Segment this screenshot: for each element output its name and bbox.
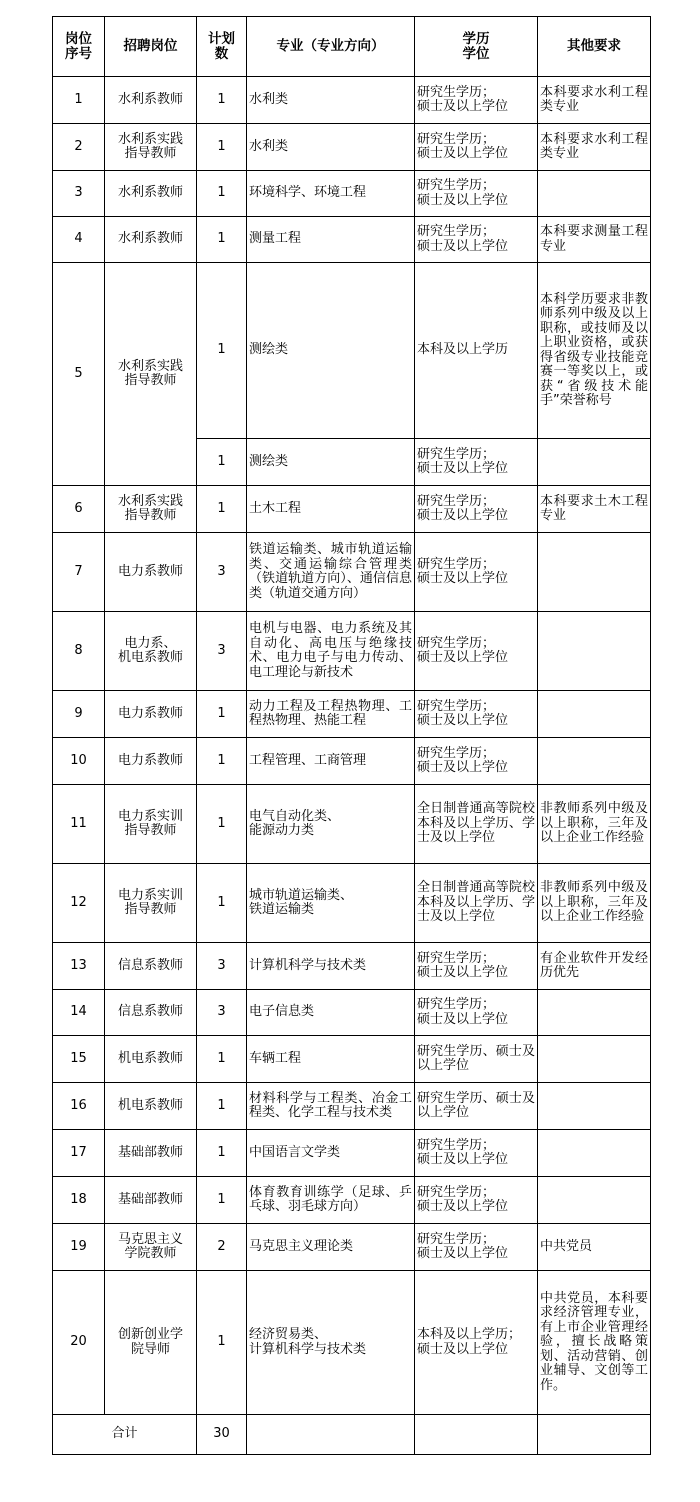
cell-num: 1 [197,263,247,439]
cell-other: 本科要求水利工程类专业 [538,77,651,124]
cell-num: 1 [197,1177,247,1224]
cell-post: 电力系、 机电系教师 [105,612,197,691]
cell-seq: 11 [53,785,105,864]
cell-post: 创新创业学 院导师 [105,1271,197,1415]
cell-post: 电力系教师 [105,533,197,612]
cell-major: 电子信息类 [247,990,415,1036]
cell-edu: 研究生学历； 硕士及以上学位 [415,486,538,533]
cell-seq: 19 [53,1224,105,1271]
cell-edu: 研究生学历； 硕士及以上学位 [415,738,538,785]
header-num: 计划 数 [197,17,247,77]
cell-edu: 本科及以上学历 [415,263,538,439]
cell-seq: 4 [53,217,105,263]
table-row [53,691,651,738]
header-post: 招聘岗位 [105,17,197,77]
cell-major: 动力工程及工程热物理、工程热物理、热能工程 [247,691,415,738]
cell-edu: 研究生学历； 硕士及以上学位 [415,533,538,612]
cell-num: 1 [197,77,247,124]
cell-seq: 5 [53,263,105,486]
cell-edu: 研究生学历、硕士及以上学位 [415,1036,538,1083]
cell-edu: 本科及以上学历； 硕士及以上学位 [415,1271,538,1415]
cell-num: 1 [197,1130,247,1177]
table-row [53,77,651,124]
recruitment-table [52,16,651,1455]
table-row [53,943,651,990]
cell-post: 基础部教师 [105,1177,197,1224]
cell-num: 1 [197,1036,247,1083]
cell-num: 1 [197,486,247,533]
cell-other [538,612,651,691]
cell-num: 1 [197,738,247,785]
cell-post: 信息系教师 [105,943,197,990]
cell-edu: 研究生学历； 硕士及以上学位 [415,439,538,486]
cell-num: 1 [197,691,247,738]
cell-post: 水利系实践 指导教师 [105,486,197,533]
cell-other [538,439,651,486]
cell-num: 1 [197,124,247,171]
cell-post: 电力系实训 指导教师 [105,785,197,864]
total-empty-other [538,1415,651,1455]
cell-num: 3 [197,612,247,691]
header-edu: 学历 学位 [415,17,538,77]
cell-edu: 研究生学历； 硕士及以上学位 [415,124,538,171]
cell-seq: 13 [53,943,105,990]
cell-edu: 研究生学历； 硕士及以上学位 [415,1224,538,1271]
cell-post: 电力系教师 [105,691,197,738]
table-row [53,738,651,785]
cell-other: 中共党员 [538,1224,651,1271]
cell-post: 电力系教师 [105,738,197,785]
cell-major: 经济贸易类、 计算机科学与技术类 [247,1271,415,1415]
cell-seq: 8 [53,612,105,691]
table-row [53,1130,651,1177]
cell-seq: 16 [53,1083,105,1130]
table-row [53,124,651,171]
table-row [53,1271,651,1415]
cell-edu: 研究生学历； 硕士及以上学位 [415,217,538,263]
cell-post: 信息系教师 [105,990,197,1036]
cell-num: 3 [197,943,247,990]
cell-seq: 14 [53,990,105,1036]
cell-num: 3 [197,990,247,1036]
cell-other: 非教师系列中级及以上职称，三年及以上企业工作经验 [538,785,651,864]
cell-major: 马克思主义理论类 [247,1224,415,1271]
cell-seq: 1 [53,77,105,124]
cell-other [538,691,651,738]
cell-num: 1 [197,171,247,217]
cell-major: 土木工程 [247,486,415,533]
total-empty-edu [415,1415,538,1455]
cell-post: 电力系实训 指导教师 [105,864,197,943]
cell-major: 中国语言文学类 [247,1130,415,1177]
cell-post: 水利系实践 指导教师 [105,124,197,171]
cell-num: 1 [197,217,247,263]
cell-major: 车辆工程 [247,1036,415,1083]
cell-post: 机电系教师 [105,1083,197,1130]
cell-seq: 20 [53,1271,105,1415]
cell-seq: 17 [53,1130,105,1177]
cell-major: 材料科学与工程类、冶金工程类、化学工程与技术类 [247,1083,415,1130]
table-row [53,864,651,943]
cell-num: 3 [197,533,247,612]
total-num: 30 [197,1415,247,1455]
cell-major: 测绘类 [247,439,415,486]
cell-major: 水利类 [247,77,415,124]
cell-num: 1 [197,1271,247,1415]
cell-post: 水利系教师 [105,217,197,263]
cell-seq: 18 [53,1177,105,1224]
cell-other [538,1177,651,1224]
cell-seq: 10 [53,738,105,785]
table-row [53,486,651,533]
cell-major: 城市轨道运输类、 铁道运输类 [247,864,415,943]
cell-edu: 全日制普通高等院校本科及以上学历、学士及以上学位 [415,785,538,864]
header-seq: 岗位 序号 [53,17,105,77]
cell-major: 电气自动化类、 能源动力类 [247,785,415,864]
table-row [53,1083,651,1130]
cell-other: 有企业软件开发经历优先 [538,943,651,990]
table-row [53,785,651,864]
cell-num: 2 [197,1224,247,1271]
table-row [53,1177,651,1224]
table-row [53,263,651,439]
cell-post: 机电系教师 [105,1036,197,1083]
cell-other: 本科要求水利工程类专业 [538,124,651,171]
table-row [53,171,651,217]
cell-edu: 研究生学历； 硕士及以上学位 [415,943,538,990]
cell-post: 水利系教师 [105,171,197,217]
table-row [53,533,651,612]
total-row [53,1415,651,1455]
cell-other [538,990,651,1036]
cell-major: 环境科学、环境工程 [247,171,415,217]
cell-seq: 15 [53,1036,105,1083]
cell-num: 1 [197,785,247,864]
cell-edu: 研究生学历、硕士及以上学位 [415,1083,538,1130]
cell-post: 基础部教师 [105,1130,197,1177]
cell-edu: 研究生学历； 硕士及以上学位 [415,612,538,691]
table-header-row [53,17,651,77]
table-row [53,217,651,263]
cell-post: 水利系实践 指导教师 [105,263,197,486]
cell-other [538,533,651,612]
cell-num: 1 [197,864,247,943]
cell-edu: 研究生学历； 硕士及以上学位 [415,990,538,1036]
cell-num: 1 [197,439,247,486]
cell-edu: 研究生学历； 硕士及以上学位 [415,691,538,738]
cell-edu: 全日制普通高等院校本科及以上学历、学士及以上学位 [415,864,538,943]
cell-major: 工程管理、工商管理 [247,738,415,785]
cell-edu: 研究生学历； 硕士及以上学位 [415,1130,538,1177]
cell-edu: 研究生学历； 硕士及以上学位 [415,171,538,217]
cell-other: 非教师系列中级及以上职称，三年及以上企业工作经验 [538,864,651,943]
cell-other [538,171,651,217]
cell-seq: 3 [53,171,105,217]
cell-major: 计算机科学与技术类 [247,943,415,990]
table-row [53,990,651,1036]
cell-num: 1 [197,1083,247,1130]
total-empty-major [247,1415,415,1455]
cell-edu: 研究生学历； 硕士及以上学位 [415,77,538,124]
cell-seq: 7 [53,533,105,612]
cell-seq: 12 [53,864,105,943]
cell-other: 本科要求土木工程专业 [538,486,651,533]
cell-major: 体育教育训练学（足球、乒乓球、羽毛球方向） [247,1177,415,1224]
header-major: 专业（专业方向） [247,17,415,77]
cell-other: 中共党员，本科要求经济管理专业，有上市企业管理经验，擅长战略策划、活动营销、创业辅导、文创等工作。 [538,1271,651,1415]
cell-other [538,1130,651,1177]
cell-major: 测绘类 [247,263,415,439]
cell-other: 本科学历要求非教师系列中级及以上职称，或技师及以上职业资格，或获得省级专业技能竞赛一等奖以上，或获“省级技术能手”荣誉称号 [538,263,651,439]
cell-other [538,1036,651,1083]
cell-seq: 6 [53,486,105,533]
table-row [53,1224,651,1271]
cell-major: 电机与电器、电力系统及其自动化、高电压与绝缘技术、电力电子与电力传动、电工理论与新技术 [247,612,415,691]
cell-other: 本科要求测量工程专业 [538,217,651,263]
cell-major: 铁道运输类、城市轨道运输类、交通运输综合管理类（铁道轨道方向）、通信信息类（轨道交通方向） [247,533,415,612]
cell-seq: 2 [53,124,105,171]
table-row [53,1036,651,1083]
cell-seq: 9 [53,691,105,738]
cell-edu: 研究生学历； 硕士及以上学位 [415,1177,538,1224]
cell-major: 测量工程 [247,217,415,263]
table-row [53,612,651,691]
cell-other [538,1083,651,1130]
header-other: 其他要求 [538,17,651,77]
cell-other [538,738,651,785]
cell-post: 马克思主义 学院教师 [105,1224,197,1271]
cell-post: 水利系教师 [105,77,197,124]
total-label: 合计 [53,1415,197,1455]
cell-major: 水利类 [247,124,415,171]
